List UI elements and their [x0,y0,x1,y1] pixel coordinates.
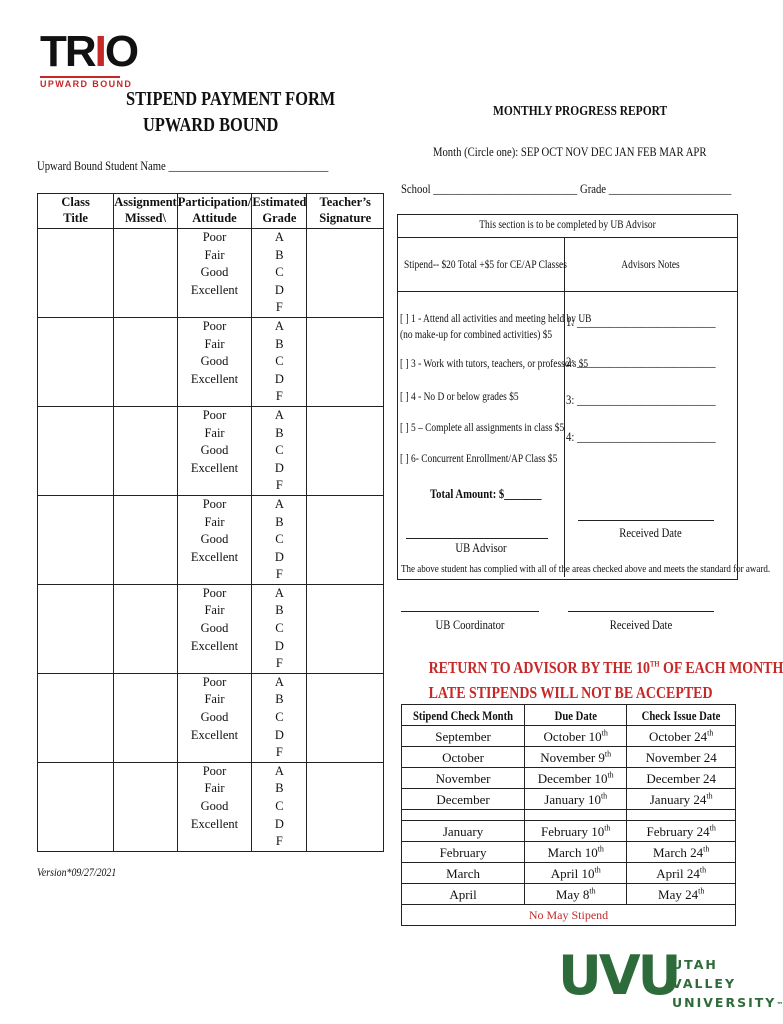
trio-logo-bar [40,76,120,78]
uvu-line1: UTAH VALLEY [672,957,737,991]
advisor-note-2[interactable]: 2: __________________________ [566,354,716,369]
assignment-cell[interactable] [114,584,178,673]
attend-note: (no make-up for combined activities) $5 [400,329,553,341]
advisor-signature-line[interactable] [406,538,548,539]
assignment-cell[interactable] [114,495,178,584]
col-missed: Missed\ [124,211,166,225]
trio-logo-subtitle: UPWARD BOUND [40,79,133,89]
late-notice: LATE STIPENDS WILL NOT BE ACCEPTED [428,683,713,702]
schedule-header: Stipend Check Month Due Date Check Issue Date [402,705,736,726]
schedule-row: March April 10th April 24th [402,863,736,884]
col-estimated: Estimated [252,195,307,209]
schedule-row: December January 10th January 24th [402,789,736,810]
attitude-options[interactable]: Poor Fair Good Excellent [177,495,252,584]
ub-advisor-label: UB Advisor [455,540,507,555]
teacher-signature-cell[interactable] [307,762,384,851]
uvu-logo-mark: UVU [558,944,679,1007]
grade-options[interactable]: A B C D F [252,584,307,673]
attitude-options[interactable]: Poor Fair Good Excellent [177,229,252,318]
uvu-logo-name [672,955,783,1015]
class-title-cell[interactable] [38,762,114,851]
col-attitude: Attitude [192,211,237,225]
grade-options[interactable]: A B C D F [252,229,307,318]
class-table [37,193,384,852]
checkbox-attend-activities[interactable]: [ ] 1 - Attend all activities and meeting held by UB [400,313,592,325]
attitude-options[interactable]: Poor Fair Good Excellent [177,673,252,762]
schedule-row: April May 8th May 24th [402,884,736,905]
schedule-row: February March 10th March 24th [402,842,736,863]
grade-options[interactable]: A B C D F [252,317,307,406]
ub-coordinator-label: UB Coordinator [435,617,505,632]
col-assignment: Assignment [114,195,177,209]
compliance-statement: The above student has complied with all of the areas checked above and meets the standard for award. [401,563,771,575]
advisor-note-3[interactable]: 3: __________________________ [566,392,716,407]
class-title-cell[interactable] [38,406,114,495]
schedule-row: November December 10th December 24 [402,768,736,789]
schedule-row: October November 9th November 24 [402,747,736,768]
class-title-cell[interactable] [38,584,114,673]
received-date-label: Received Date [619,525,682,540]
table-row [38,317,384,406]
student-name-field[interactable]: Upward Bound Student Name ______________________________ [37,158,329,173]
table-row [38,762,384,851]
grade-field[interactable]: Grade _______________________ [580,181,732,196]
attitude-options[interactable]: Poor Fair Good Excellent [177,406,252,495]
col-teacher: Teacher’s [319,195,371,209]
checkbox-concurrent-enrollment[interactable]: [ ] 6- Concurrent Enrollment/AP Class $5 [400,453,558,465]
checkbox-assignments[interactable]: [ ] 5 – Complete all assignments in class $5 [400,422,565,434]
school-field[interactable]: School ___________________________ [401,181,578,196]
stipend-label: Stipend-- $20 Total +$5 for CE/AP Classes [404,259,567,271]
schedule-spacer [402,810,736,821]
coordinator-signature-line[interactable] [401,611,539,612]
grade-options[interactable]: A B C D F [252,495,307,584]
uvu-line2: UNIVERSITY™ [672,995,783,1010]
table-row [38,584,384,673]
assignment-cell[interactable] [114,762,178,851]
advisor-section-heading: This section is to be completed by UB Advisor [479,219,656,231]
grade-options[interactable]: A B C D F [252,762,307,851]
advisor-note-1[interactable]: 1: __________________________ [566,314,716,329]
stipend-schedule-table [401,704,736,926]
schedule-row: September October 10th October 24th [402,726,736,747]
grade-options[interactable]: A B C D F [252,406,307,495]
teacher-signature-cell[interactable] [307,495,384,584]
teacher-signature-cell[interactable] [307,673,384,762]
return-notice: RETURN TO ADVISOR BY THE 10TH OF EACH MONTH [428,658,783,677]
attitude-options[interactable]: Poor Fair Good Excellent [177,317,252,406]
assignment-cell[interactable] [114,229,178,318]
attitude-options[interactable]: Poor Fair Good Excellent [177,584,252,673]
col-title: Title [63,211,88,225]
class-title-cell[interactable] [38,317,114,406]
table-row [38,406,384,495]
schedule-row: January February 10th February 24th [402,821,736,842]
class-title-cell[interactable] [38,229,114,318]
col-participation: Participation/ [177,195,252,209]
advisor-section [397,214,738,580]
table-row [38,495,384,584]
coordinator-received-line[interactable] [568,611,714,612]
advisor-notes-label: Advisors Notes [621,259,680,271]
col-grade: Grade [262,211,297,225]
total-amount[interactable]: Total Amount: $_______ [430,486,542,501]
assignment-cell[interactable] [114,406,178,495]
attitude-options[interactable]: Poor Fair Good Excellent [177,762,252,851]
teacher-signature-cell[interactable] [307,406,384,495]
form-title: STIPEND PAYMENT FORM [126,88,336,110]
grade-options[interactable]: A B C D F [252,673,307,762]
month-selector[interactable]: Month (Circle one): SEP OCT NOV DEC JAN FEB MAR APR [433,144,707,159]
col-class: Class [61,195,90,209]
class-title-cell[interactable] [38,495,114,584]
report-title: MONTHLY PROGRESS REPORT [493,104,668,119]
class-title-cell[interactable] [38,673,114,762]
teacher-signature-cell[interactable] [307,584,384,673]
advisor-note-4[interactable]: 4: __________________________ [566,429,716,444]
coordinator-received-label: Received Date [609,617,673,632]
col-signature: Signature [319,211,372,225]
schedule-footer: No May Stipend [402,905,736,926]
checkbox-tutors[interactable]: [ ] 3 - Work with tutors, teachers, or professors $5 [400,358,589,370]
assignment-cell[interactable] [114,317,178,406]
received-date-line[interactable] [578,520,714,521]
teacher-signature-cell[interactable] [307,229,384,318]
checkbox-no-d-grades[interactable]: [ ] 4 - No D or below grades $5 [400,391,519,403]
class-table-header [38,194,384,229]
teacher-signature-cell[interactable] [307,317,384,406]
table-row [38,673,384,762]
table-row [38,229,384,318]
trio-logo: TRIO [40,27,138,76]
assignment-cell[interactable] [114,673,178,762]
version-label: Version*09/27/2021 [37,865,117,879]
form-subtitle: UPWARD BOUND [143,114,279,136]
